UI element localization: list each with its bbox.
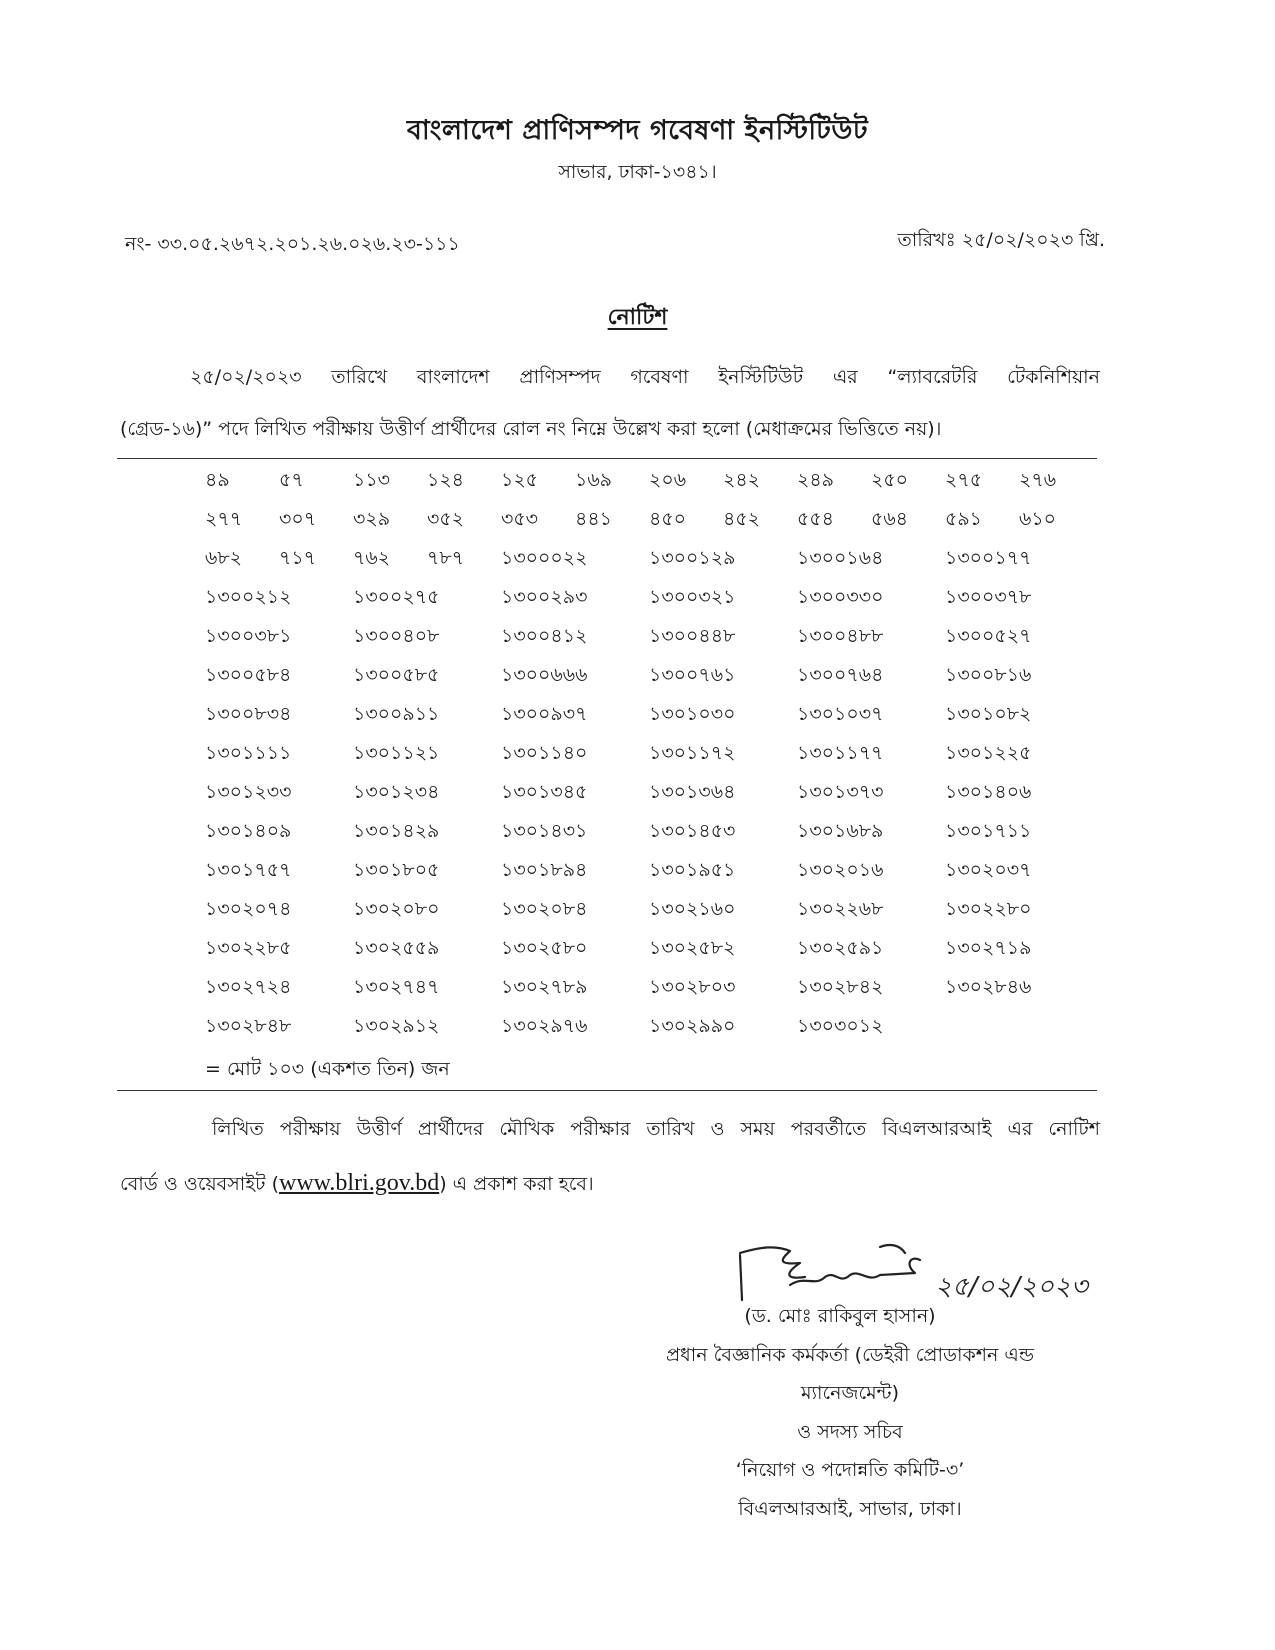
roll-number: ১২৫ <box>501 469 539 491</box>
roll-number: ১৩০১৭১১ <box>945 820 1032 842</box>
roll-number: ১৩০১৩৭৩ <box>797 781 884 803</box>
table-bottom-rule <box>117 1090 1097 1091</box>
roll-number: ১৩০০৭৬১ <box>649 664 736 686</box>
roll-number: ১৩০০৯৩৭ <box>501 703 588 725</box>
roll-number: ১৩০২৫৮০ <box>501 937 588 959</box>
roll-number: ১৩০২৫৫৯ <box>353 937 440 959</box>
roll-row <box>205 973 1085 1012</box>
roll-number: ১৩০২২৬৮ <box>797 898 884 920</box>
roll-number: ১৩০২০৮৪ <box>501 898 588 920</box>
roll-number: ১৩০০৫৮৫ <box>353 664 440 686</box>
roll-number: ১২৪ <box>427 469 465 491</box>
total-count: = মোট ১০৩ (একশত তিন) জন <box>205 1058 450 1080</box>
roll-number: ১৩০১৯৫১ <box>649 859 736 881</box>
roll-number: ১৩০১২৩৩ <box>205 781 292 803</box>
signature-stroke-3 <box>880 1245 905 1253</box>
roll-number: ১৩০১৪৫৩ <box>649 820 736 842</box>
roll-number: ৪৯ <box>205 469 230 491</box>
roll-number: ১৩০০১৬৪ <box>797 547 884 569</box>
roll-number: ১৩০০৫২৭ <box>945 625 1032 647</box>
roll-number: ৩২৯ <box>353 508 391 530</box>
intro-line-1: ২৫/০২/২০২৩ তারিখে বাংলাদেশ প্রাণিসম্পদ গবেষণা ইনস্টিটিউট এর “ল্যাবরেটরি টেকনিশিয়ান <box>190 366 1100 388</box>
institute-title: বাংলাদেশ প্রাণিসম্পদ গবেষণা ইনস্টিটিউট <box>406 115 869 146</box>
roll-number: ১৩০১৭৫৭ <box>205 859 292 881</box>
roll-number: ১৩০২৮৪২ <box>797 976 884 998</box>
roll-number: ১৩০০১৭৭ <box>945 547 1032 569</box>
roll-number: ৩৫২ <box>427 508 465 530</box>
signatory-name: (ড. মোঃ রাকিবুল হাসান) <box>744 1305 936 1327</box>
roll-number: ৩০৭ <box>279 508 317 530</box>
signatory-office: বিএলআরআই, সাভার, ঢাকা। <box>738 1498 962 1520</box>
roll-number: ১৩০২২৮৫ <box>205 937 292 959</box>
footer-line-2-suffix: ) এ প্রকাশ করা হবে। <box>439 1173 594 1195</box>
roll-number: ১৩০১০৩০ <box>649 703 736 725</box>
roll-number: ৪৪১ <box>575 508 612 530</box>
roll-number: ১৩০১১৭৭ <box>797 742 884 764</box>
roll-number: ১৩০০৩৭৮ <box>945 586 1032 608</box>
roll-number: ১৩০১০৩৭ <box>797 703 884 725</box>
footer-line-2-prefix: বোর্ড ও ওয়েবসাইট ( <box>120 1173 279 1195</box>
memo-number: নং- ৩৩.০৫.২৬৭২.২০১.২৬.০২৬.২৩-১১১ <box>125 233 460 255</box>
roll-number: ১৩০০১২৯ <box>649 547 736 569</box>
roll-number: ১৩০০৫৮৪ <box>205 664 292 686</box>
roll-row <box>205 817 1085 856</box>
roll-number: ১৩০০৮৩৪ <box>205 703 292 725</box>
roll-row <box>205 856 1085 895</box>
roll-number: ১৩০১১২১ <box>353 742 440 764</box>
roll-number: ১৩০৩০১২ <box>797 1015 884 1037</box>
roll-number: ১৩০০২৯৩ <box>501 586 588 608</box>
signatory-committee: ‘নিয়োগ ও পদোন্নতি কমিটি-৩’ <box>735 1459 965 1481</box>
roll-number: ৭৮৭ <box>427 547 465 569</box>
roll-number: ১৩০১৪৩১ <box>501 820 588 842</box>
roll-number: ২০৬ <box>649 469 687 491</box>
roll-number: ১৩০২৭১৯ <box>945 937 1032 959</box>
roll-number: ১৩০২৫৯১ <box>797 937 884 959</box>
roll-number: ১৩০১৩৪৫ <box>501 781 588 803</box>
roll-number: ৬১০ <box>1019 508 1057 530</box>
institute-address: সাভার, ঢাকা-১৩৪১। <box>558 161 717 183</box>
roll-number: ১৩০২৯৯০ <box>649 1015 736 1037</box>
roll-number: ১৩০১৪২৯ <box>353 820 440 842</box>
roll-number-list <box>205 466 1085 1051</box>
roll-number: ১৩০০৮১৬ <box>945 664 1032 686</box>
roll-number: ১৩০১০৮২ <box>945 703 1032 725</box>
footer-line-2 <box>120 1170 1100 1202</box>
roll-row <box>205 544 1085 583</box>
roll-number: ১৩০০০২২ <box>501 547 588 569</box>
roll-number: ৭৬২ <box>353 547 391 569</box>
roll-number: ১৩০০৬৬৬ <box>501 664 588 686</box>
roll-number: ১৩০১২২৫ <box>945 742 1032 764</box>
roll-row <box>205 895 1085 934</box>
roll-number: ১৩০২৭৪৭ <box>353 976 440 998</box>
roll-number: ১৩০১২৩৪ <box>353 781 440 803</box>
signatory-designation-1: প্রধান বৈজ্ঞানিক কর্মকর্তা (ডেইরী প্রোডাকশন এন্ড <box>665 1344 1035 1366</box>
signatory-role: ও সদস্য সচিব <box>797 1421 903 1443</box>
roll-row <box>205 622 1085 661</box>
roll-number: ১৩০১৮০৫ <box>353 859 440 881</box>
roll-number: ১৩০০৪০৮ <box>353 625 440 647</box>
roll-number: ৫৬৪ <box>871 508 909 530</box>
roll-number: ২৭৭ <box>205 508 243 530</box>
roll-number: ১৩০০৭৬৪ <box>797 664 884 686</box>
roll-row <box>205 778 1085 817</box>
roll-number: ৩৫৩ <box>501 508 539 530</box>
roll-row <box>205 934 1085 973</box>
roll-number: ২৭৫ <box>945 469 983 491</box>
roll-number: ৪৫২ <box>723 508 761 530</box>
roll-row <box>205 583 1085 622</box>
roll-number: ১৩০২৯৭৬ <box>501 1015 588 1037</box>
roll-number: ১৩০০৯১১ <box>353 703 440 725</box>
intro-line-2: (গ্রেড-১৬)” পদে লিখিত পরীক্ষায় উত্তীর্ণ প্রার্থীদের রোল নং নিম্নে উল্লেখ করা হলো (মেধাক্রমের ভিত্তিতে নয়)। <box>120 418 942 440</box>
roll-number: ১৩০২৮৪৮ <box>205 1015 292 1037</box>
signature-stroke-1 <box>740 1247 805 1300</box>
roll-number: ১৩০০২১২ <box>205 586 292 608</box>
memo-date: তারিখঃ ২৫/০২/২০২৩ খ্রি. <box>897 229 1105 251</box>
roll-row <box>205 661 1085 700</box>
roll-number: ১৩০১১৪০ <box>501 742 588 764</box>
roll-number: ১৩০২০৮০ <box>353 898 440 920</box>
roll-number: ২৫০ <box>871 469 909 491</box>
notice-heading-text: নোটিশ <box>607 305 668 330</box>
roll-row <box>205 466 1085 505</box>
handwritten-date: ২৫/০২/২০২৩ <box>935 1272 1088 1302</box>
roll-row <box>205 505 1085 544</box>
roll-row <box>205 739 1085 778</box>
roll-number: ৫৯১ <box>945 508 982 530</box>
roll-number: ১৬৯ <box>575 469 613 491</box>
roll-number: ১৩০২৮০৩ <box>649 976 736 998</box>
roll-number: ১৩০২০৭৪ <box>205 898 292 920</box>
roll-number: ১৩০১৪০৬ <box>945 781 1032 803</box>
roll-number: ১৩০২০১৬ <box>797 859 884 881</box>
roll-number: ১৩০১৩৬৪ <box>649 781 736 803</box>
roll-number: ১৩০০৩৮১ <box>205 625 292 647</box>
roll-number: ১৩০২৮৪৬ <box>945 976 1032 998</box>
roll-number: ১৩০১৪০৯ <box>205 820 292 842</box>
roll-number: ১৩০০৩২১ <box>649 586 736 608</box>
roll-number: ২৪৯ <box>797 469 835 491</box>
table-top-rule <box>117 458 1097 459</box>
roll-number: ১৩০২৯১২ <box>353 1015 440 1037</box>
roll-number: ১৩০০৩৩০ <box>797 586 884 608</box>
roll-number: ১৩০২৫৮২ <box>649 937 736 959</box>
roll-row <box>205 1012 1085 1051</box>
roll-number: ১৩০২১৬০ <box>649 898 736 920</box>
roll-number: ১৩০১৮৯৪ <box>501 859 588 881</box>
roll-number: ১৩০১১৭২ <box>649 742 736 764</box>
roll-number: ১৩০২০৩৭ <box>945 859 1032 881</box>
roll-number: ১৩০২৭৮৯ <box>501 976 588 998</box>
roll-number: ১৩০০৪৪৮ <box>649 625 736 647</box>
roll-number: ১১৩ <box>353 469 391 491</box>
notice-heading <box>0 300 1275 337</box>
roll-number: ৪৫০ <box>649 508 687 530</box>
roll-number: ৫৫৪ <box>797 508 834 530</box>
signature-stroke-2 <box>790 1259 920 1285</box>
roll-number: ১৩০০৪১২ <box>501 625 588 647</box>
roll-number: ৬৮২ <box>205 547 243 569</box>
footer-line-1: লিখিত পরীক্ষায় উত্তীর্ণ প্রার্থীদের মৌখিক পরীক্ষার তারিখ ও সময় পরবর্তীতে বিএলআরআই এর নোটিশ <box>212 1118 1100 1140</box>
website-link[interactable]: www.blri.gov.bd <box>278 1170 440 1196</box>
roll-number: ১৩০১১১১ <box>205 742 292 764</box>
roll-number: ১৩০০৪৮৮ <box>797 625 884 647</box>
roll-number: ১৩০২৭২৪ <box>205 976 292 998</box>
signatory-designation-2: ম্যানেজমেন্ট) <box>800 1382 900 1404</box>
roll-number: ৫৭ <box>279 469 304 491</box>
roll-row <box>205 700 1085 739</box>
roll-number: ১৩০২২৮০ <box>945 898 1032 920</box>
roll-number: ২৪২ <box>723 469 761 491</box>
roll-number: ৭১৭ <box>279 547 317 569</box>
roll-number: ১৩০১৬৮৯ <box>797 820 884 842</box>
roll-number: ১৩০০২৭৫ <box>353 586 440 608</box>
roll-number: ২৭৬ <box>1019 469 1057 491</box>
